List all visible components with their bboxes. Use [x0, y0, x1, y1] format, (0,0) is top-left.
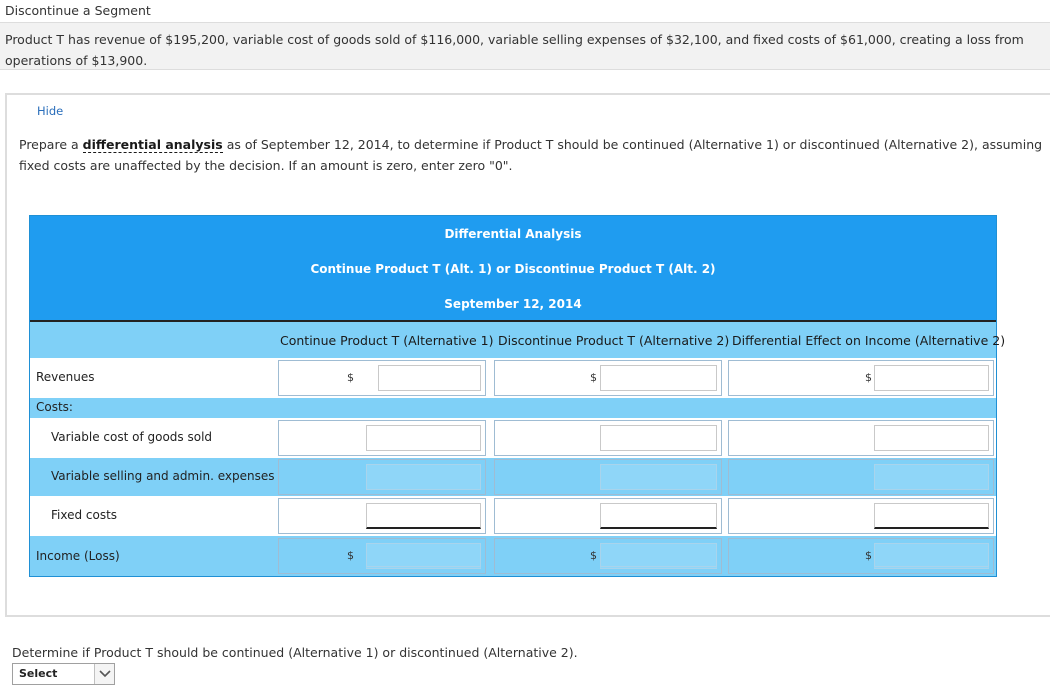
- hide-link[interactable]: Hide: [37, 104, 64, 118]
- cogs-alt1-input[interactable]: [366, 425, 481, 451]
- fixed-alt2-cell: [494, 498, 722, 534]
- fixed-alt1-input[interactable]: [366, 503, 481, 529]
- decision-select-value: Select: [19, 667, 58, 680]
- cogs-alt2-cell: [494, 420, 722, 456]
- table-row-revenues: [30, 358, 996, 398]
- selling-alt1-cell: [278, 459, 486, 495]
- page-title: Discontinue a Segment: [5, 3, 151, 18]
- income-alt2-input[interactable]: [600, 543, 717, 569]
- column-header-row: [30, 322, 1006, 358]
- table-date: September 12, 2014: [444, 297, 582, 311]
- cogs-diff-input[interactable]: [874, 425, 989, 451]
- table-title: Differential Analysis: [444, 227, 582, 241]
- table-header: [30, 216, 996, 322]
- revenues-diff-cell: [728, 360, 994, 396]
- selling-alt2-cell: [494, 459, 722, 495]
- column-header-alt1: Continue Product T (Alternative 1): [280, 333, 494, 348]
- column-header-differential: Differential Effect on Income (Alternative 2): [732, 333, 1006, 348]
- selling-diff-input[interactable]: [874, 464, 989, 490]
- selling-alt1-input[interactable]: [366, 464, 481, 490]
- table-row-costs: [30, 398, 996, 418]
- income-alt2-cell: [494, 538, 722, 574]
- selling-diff-cell: [728, 459, 994, 495]
- row-label-costs: Costs:: [36, 400, 73, 414]
- problem-panel: [5, 93, 1050, 617]
- table-row-income: [30, 536, 996, 576]
- revenues-alt1-cell: [278, 360, 486, 396]
- decision-question: Determine if Product T should be continued (Alternative 1) or discontinued (Alternative 2).: [12, 645, 578, 660]
- dollar-sign: $: [865, 549, 872, 562]
- dollar-sign: $: [590, 371, 597, 384]
- fixed-diff-input[interactable]: [874, 503, 989, 529]
- income-diff-cell: [728, 538, 994, 574]
- table-subtitle: Continue Product T (Alt. 1) or Discontinue Product T (Alt. 2): [310, 262, 716, 276]
- dollar-sign: $: [347, 549, 354, 562]
- income-diff-input[interactable]: [874, 543, 989, 569]
- row-label-revenues: Revenues: [36, 370, 95, 384]
- instructions-rest: as of September 12, 2014, to determine if Product T should be continued (Alternative 1) or discontinued (Alternative 2), assuming fixed costs are unaffected by the decision. If an amount is zero, enter zero "0".: [19, 137, 1043, 173]
- revenues-diff-input[interactable]: [874, 365, 989, 391]
- chevron-down-icon[interactable]: [94, 664, 114, 684]
- cogs-diff-cell: [728, 420, 994, 456]
- fixed-alt2-input[interactable]: [600, 503, 717, 529]
- problem-statement: Product T has revenue of $195,200, variable cost of goods sold of $116,000, variable selling expenses of $32,100, and fixed costs of $61,000, creating a loss from operations of $13,900.: [0, 22, 1050, 70]
- differential-analysis-table: [29, 215, 1006, 577]
- table-row-fixed-costs: [30, 496, 996, 536]
- income-alt1-cell: [278, 538, 486, 574]
- row-label-variable-selling: Variable selling and admin. expenses: [51, 469, 275, 483]
- cogs-alt1-cell: [278, 420, 486, 456]
- fixed-alt1-cell: [278, 498, 486, 534]
- row-label-fixed-costs: Fixed costs: [51, 508, 118, 522]
- instructions: [19, 134, 1044, 176]
- cogs-alt2-input[interactable]: [600, 425, 717, 451]
- row-label-variable-cogs: Variable cost of goods sold: [51, 430, 213, 444]
- revenues-alt2-cell: [494, 360, 722, 396]
- decision-select[interactable]: [12, 663, 115, 685]
- fixed-diff-cell: [728, 498, 994, 534]
- income-alt1-input[interactable]: [366, 543, 481, 569]
- revenues-alt1-input[interactable]: [378, 365, 481, 391]
- row-label-income: Income (Loss): [36, 549, 120, 563]
- instructions-lead: Prepare a: [19, 137, 83, 152]
- dollar-sign: $: [347, 371, 354, 384]
- glossary-term-differential-analysis[interactable]: differential analysis: [82, 137, 223, 152]
- table-row-variable-cogs: [30, 418, 996, 458]
- dollar-sign: $: [865, 371, 872, 384]
- selling-alt2-input[interactable]: [600, 464, 717, 490]
- column-header-alt2: Discontinue Product T (Alternative 2): [498, 333, 730, 348]
- table-row-variable-selling: [30, 458, 996, 496]
- dollar-sign: $: [590, 549, 597, 562]
- revenues-alt2-input[interactable]: [600, 365, 717, 391]
